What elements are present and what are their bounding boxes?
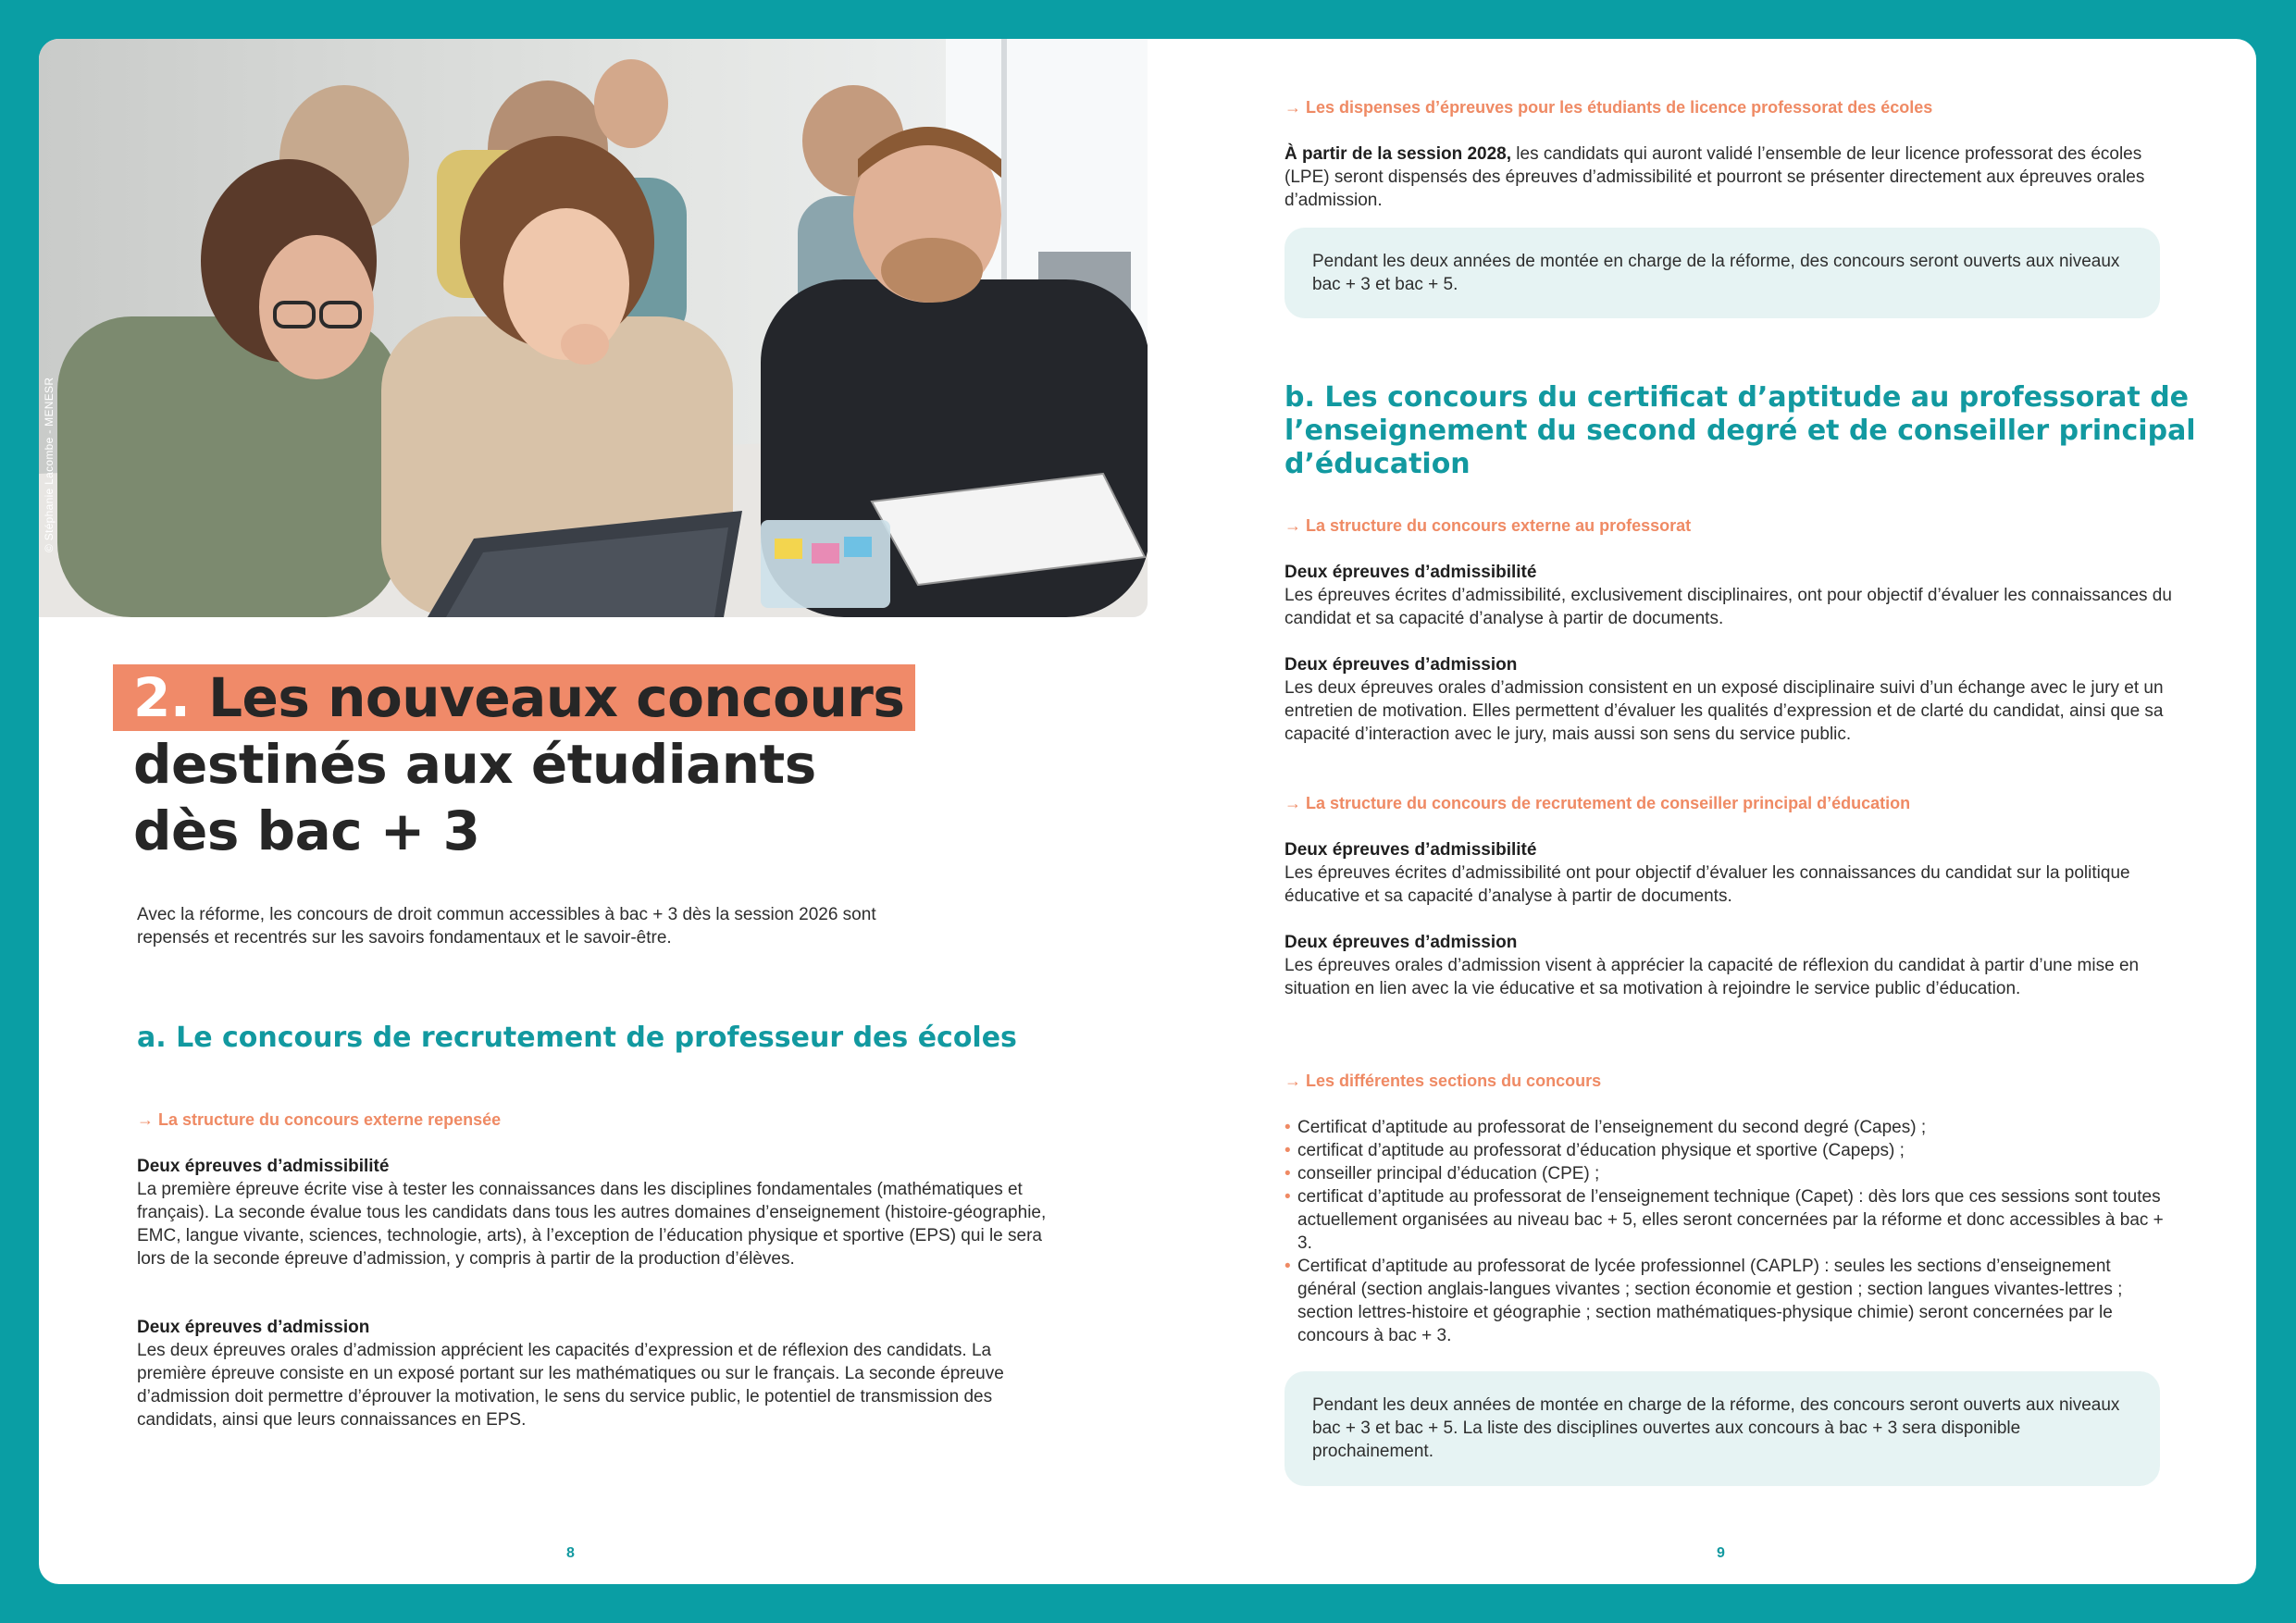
page-title-line-1 (133, 664, 904, 731)
document-spread (39, 39, 2256, 1584)
right-admissibility-block-1 (1285, 561, 2173, 630)
right-exemptions-text: les candidats qui auront validé l’ensemble de leur licence professorat des écoles (LPE) seront dispensés des épreuves d’admissibilité et pourront se présenter directement aux épreuves orales d’admission. (1285, 144, 2145, 210)
page-title-line-3: dès bac + 3 (133, 799, 480, 862)
left-admission-title: Deux épreuves d’admission (137, 1318, 370, 1337)
students-photo-illustration (39, 39, 1148, 617)
right-sections-title: → Les différentes sections du concours (1285, 1072, 1602, 1090)
page-title-line-1-text: Les nouveaux concours (208, 666, 905, 729)
list-item: • certificat d’aptitude au professorat de l’enseignement technique (Capet) : dès lors que ces sessions sont toutes actuellement organisées au niveau bac + 5, elles seront concernées par la réforme et donc accessibles à bac + 3. (1285, 1185, 2173, 1255)
right-exemptions-title: → Les dispenses d’épreuves pour les étudiants de licence professorat des écoles (1285, 98, 1933, 117)
page-title-highlight (113, 664, 915, 731)
callout-box-2: Pendant les deux années de montée en charge de la réforme, des concours seront ouverts aux niveaux bac + 3 et bac + 5. La liste des disciplines ouvertes aux concours à bac + 3 sera disponible prochainement. (1285, 1371, 2160, 1486)
left-admissibility-text: La première épreuve écrite vise à tester les connaissances dans les disciplines fondamentales (mathématiques et français). La seconde évalue tous les candidats dans tous les autres domaines d’enseignement (histoire-géographie, EMC, langue vivante, sciences, technologie, arts), à l’exception de l’éducation physique et sportive (EPS) qui le sera lors de la seconde épreuve d’admission, y compris à partir de la production d’élèves. (137, 1180, 1047, 1269)
right-admission-block-2 (1285, 931, 2173, 1000)
right-admissibility-text-1: Les épreuves écrites d’admissibilité, exclusivement disciplinaires, ont pour objectif d’évaluer les connaissances du candidat et sa capacité d’analyse à partir de documents. (1285, 586, 2172, 628)
intro-paragraph: Avec la réforme, les concours de droit commun accessibles à bac + 3 dès la session 2026 sont repensés et recentrés sur les savoirs fondamentaux et le savoir-être. (137, 905, 876, 948)
list-item: • conseiller principal d’éducation (CPE) ; (1285, 1162, 2173, 1185)
right-admission-block-1 (1285, 653, 2173, 746)
students-photo (39, 39, 1148, 617)
list-item: • certificat d’aptitude au professorat d’éducation physique et sportive (Capeps) ; (1285, 1139, 2173, 1162)
left-admission-text: Les deux épreuves orales d’admission apprécient les capacités d’expression et de réflexion des candidats. La première épreuve consiste en un exposé portant sur les mathématiques ou sur le français. La seconde épreuve d’admission doit permettre d’éprouver la motivation, le sens du service public, le potentiel de transmission des candidats, ainsi que leurs connaissances en EPS. (137, 1341, 1004, 1430)
right-admission-title-1: Deux épreuves d’admission (1285, 655, 1518, 675)
right-cpe-structure-title: → La structure du concours de recrutement de conseiller principal d’éducation (1285, 794, 1911, 812)
section-b-title: b. Les concours du certificat d’aptitude au professorat de l’enseignement du second degré et de conseiller principal d’éducation (1285, 381, 2196, 480)
right-admission-title-2: Deux épreuves d’admission (1285, 933, 1518, 952)
right-admissibility-title-2: Deux épreuves d’admissibilité (1285, 840, 1537, 860)
section-number: 2. (133, 666, 191, 729)
right-admission-text-1: Les deux épreuves orales d’admission consistent en un exposé disciplinaire suivi d’un échange avec le jury et un entretien de motivation. Elles permettent d’évaluer les qualités d’expression et de clarté du candidat, ainsi que sa capacité d’interaction avec le jury, mais aussi son sens du service public. (1285, 678, 2164, 744)
page-number-left: 8 (566, 1545, 575, 1561)
right-exemptions-bold: À partir de la session 2028, (1285, 144, 1512, 164)
left-admission-block (137, 1316, 1062, 1431)
left-admissibility-title: Deux épreuves d’admissibilité (137, 1157, 390, 1176)
right-exemptions-paragraph (1285, 142, 2173, 212)
section-a-title: a. Le concours de recrutement de professeur des écoles (137, 1022, 1017, 1054)
left-admissibility-block (137, 1155, 1062, 1270)
page-number-right: 9 (1717, 1545, 1725, 1561)
right-admissibility-title-1: Deux épreuves d’admissibilité (1285, 563, 1537, 582)
right-admissibility-text-2: Les épreuves écrites d’admissibilité ont pour objectif d’évaluer les connaissances du candidat sur la politique éducative et sa capacité d’analyse à partir de documents. (1285, 863, 2130, 906)
left-subsection-title: → La structure du concours externe repensée (137, 1110, 502, 1129)
sections-list (1285, 1116, 2173, 1347)
list-item: • Certificat d’aptitude au professorat de lycée professionnel (CAPLP) : seules les sections d’enseignement général (section anglais-langues vivantes ; section économie et gestion ; section langues vivantes-lettres ; section lettres-histoire et géographie ; section mathématiques-physique chimie) seront concernées par le concours à bac + 3. (1285, 1255, 2173, 1347)
right-admission-text-2: Les épreuves orales d’admission visent à apprécier la capacité de réflexion du candidat à partir d’une mise en situation en lien avec la vie éducative et sa motivation à rejoindre le service public d’éducation. (1285, 956, 2140, 998)
right-external-structure-title: → La structure du concours externe au professorat (1285, 516, 1692, 535)
photo-credit: © Stéphanie Lacombe - MENESR (43, 377, 56, 552)
callout-box-1: Pendant les deux années de montée en charge de la réforme, des concours seront ouverts aux niveaux bac + 3 et bac + 5. (1285, 228, 2160, 318)
page-title-line-2: destinés aux étudiants (133, 733, 816, 796)
list-item: • Certificat d’aptitude au professorat de l’enseignement du second degré (Capes) ; (1285, 1116, 2173, 1139)
right-admissibility-block-2 (1285, 838, 2173, 908)
